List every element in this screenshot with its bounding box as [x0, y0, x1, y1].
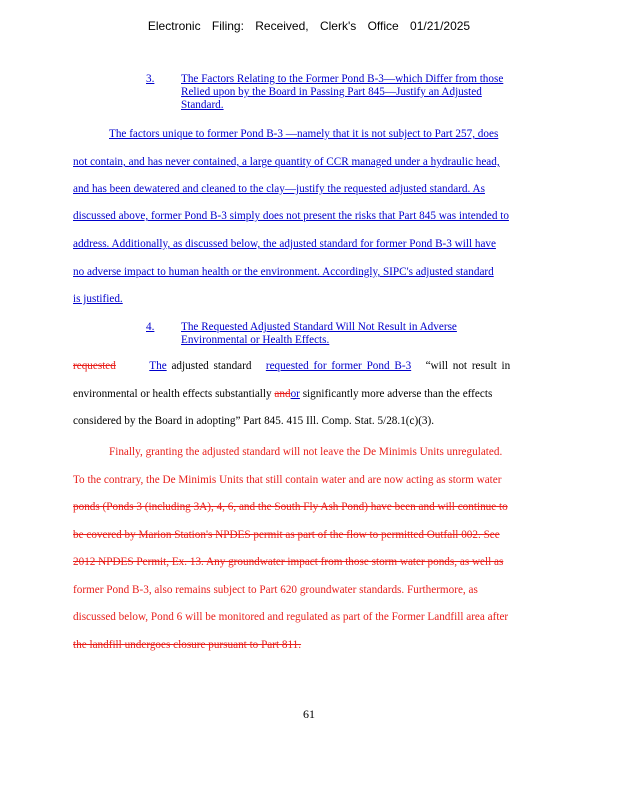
- section-4-heading: [181, 321, 551, 347]
- para3-line-1: Finally, granting the adjusted standard will not leave the De Minimis Units unregulated.: [109, 446, 503, 458]
- para1-line-1: The factors unique to former Pond B-3 —namely that it is not subject to Part 257, does: [109, 128, 499, 140]
- para3-line-3: former Pond B-3, also remains subject to Part 620 groundwater standards. Furthermore, as: [73, 584, 478, 596]
- para2-line-2: [73, 388, 492, 400]
- inserted-requested: requested for former Pond B-3: [265, 360, 412, 372]
- section-3-heading-line-2: Relied upon by the Board in Passing Part 845—Justify an Adjusted: [181, 86, 482, 98]
- section-3-heading-line-1: The Factors Relating to the Former Pond B-3—which Differ from those: [181, 73, 504, 85]
- para3-struck-line-3: 2012 NPDES Permit, Ex. 13. Any groundwater impact from those storm water ponds, as well as: [73, 556, 504, 568]
- para2-line-1: [73, 360, 510, 372]
- para3-struck-line-2: be covered by Marion Station's NPDES permit as part of the flow to permitted Outfall 002. See: [73, 529, 500, 541]
- para1-line-7: is justified.: [73, 293, 123, 305]
- page-number: 61: [303, 707, 315, 721]
- section-3-heading-line-3: Standard.: [181, 99, 224, 111]
- inserted-or: or: [290, 388, 300, 400]
- para3-line-2: To the contrary, the De Minimis Units that still contain water and are now acting as storm water: [73, 474, 502, 486]
- para1-line-3: and has been dewatered and cleaned to the clay—justify the requested adjusted standard. As: [73, 183, 485, 195]
- inserted-the: The: [149, 360, 167, 372]
- section-4-heading-line-2: Environmental or Health Effects.: [181, 334, 330, 346]
- para1-line-2: not contain, and has never contained, a large quantity of CCR managed under a hydraulic head,: [73, 156, 500, 168]
- section-4-heading-line-1: The Requested Adjusted Standard Will Not Result in Adverse: [181, 321, 457, 333]
- section-4-number: 4.: [146, 321, 155, 333]
- para2-segment-b: “will not result in: [425, 360, 511, 372]
- filing-header: Electronic Filing: Received, Clerk's Office 01/21/2025: [147, 19, 471, 33]
- para2-line2-b: significantly more adverse than the effects: [302, 388, 493, 400]
- para1-line-4: discussed above, former Pond B-3 simply does not present the risks that Part 845 was intended to: [73, 210, 509, 222]
- para1-line-6: no adverse impact to human health or the environment. Accordingly, SIPC's adjusted standard: [73, 266, 494, 278]
- section-3-heading: [181, 73, 551, 112]
- para2-line-3: considered by the Board in adopting” Part 845. 415 Ill. Comp. Stat. 5/28.1(c)(3).: [73, 415, 435, 427]
- para3-final-struck-line: the landfill undergoes closure pursuant to Part 811.: [73, 639, 302, 651]
- para3-struck-line-1: ponds (Ponds 3 (including 3A), 4, 6, and the South Fly Ash Pond) have been and will continue to: [73, 501, 508, 513]
- para3-line-4: discussed below, Pond 6 will be monitored and regulated as part of the Former Landfill area after: [73, 611, 509, 623]
- section-3-number: 3.: [146, 73, 155, 85]
- deleted-requested: requested: [73, 360, 116, 372]
- deleted-and: and: [274, 388, 291, 400]
- para2-segment-a: adjusted standard: [171, 360, 252, 372]
- para1-line-5: address. Additionally, as discussed below, the adjusted standard for former Pond B-3 will have: [73, 238, 496, 250]
- para2-line2-a: environmental or health effects substantially: [73, 388, 272, 400]
